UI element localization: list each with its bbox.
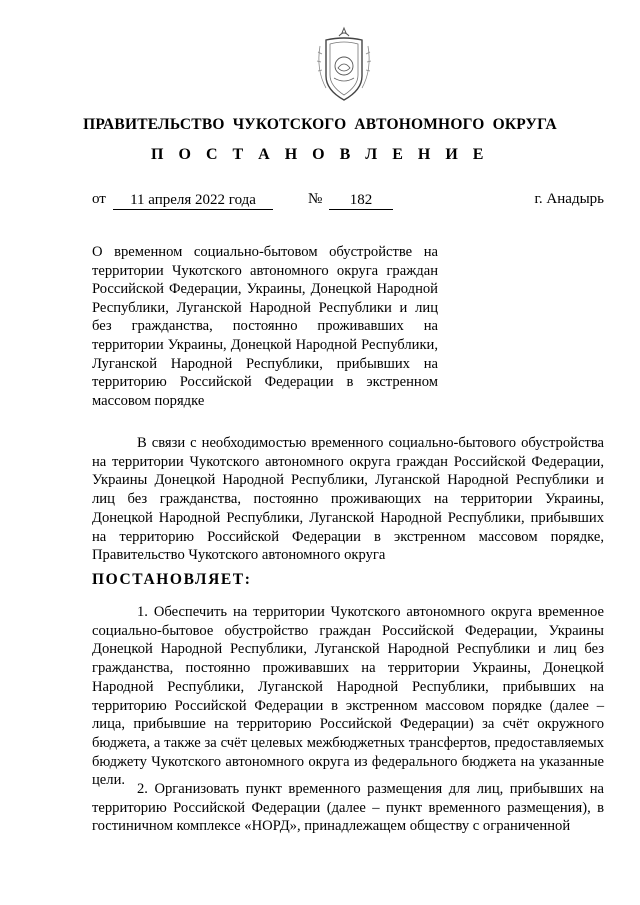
date-from-label: от (92, 191, 106, 207)
document-city: г. Анадырь (534, 191, 604, 207)
preamble-paragraph: В связи с необходимостью временного социально-бытового обустройства на территории Чукотского автономного округа граждан Российской Федерации, Украины Донецкой Народной Республики, Луганской Народной Республики и лиц без гражданства, постоянно проживающих на территории Украины, Донецкой Народной Республики, Луганской Народной Республики, прибывших на территорию Российской Федерации в экстренном массовом порядке, Правительство Чукотского автономного округа (92, 435, 604, 564)
coat-of-arms-emblem (312, 26, 376, 108)
number-label: № (308, 191, 323, 207)
resolution-item: 2. Организовать пункт временного размещения для лиц, прибывших на территорию Российской Федерации (далее – пункт временного размещения), в гостиничном комплексе «НОРД», принадлежащем обществу с ограниченной (92, 781, 604, 835)
resolution-item: 1. Обеспечить на территории Чукотского автономного округа временное социально-бытовое обустройство граждан Российской Федерации, Украины Донецкой Народной Республики, Луганской Народной Республики и лиц без гражданства, постоянно проживавших на территории Украины, Донецкой Народной Республики, Луганской Народной Республики, прибывших на территорию Российской Федерации в экстренном массовом порядке (далее – лица, прибывшие на территорию Российской Федерации) за счёт окружного бюджета, а также за счёт целевых межбюджетных трансфертов, предоставляемых бюджету Чукотского автономного округа из федерального бюджета на указанные цели. (92, 604, 604, 789)
government-name: ПРАВИТЕЛЬСТВО ЧУКОТСКОГО АВТОНОМНОГО ОКРУГА (83, 116, 557, 133)
resolves-heading: ПОСТАНОВЛЯЕТ: (92, 571, 252, 588)
document-details-row (92, 191, 604, 211)
document-subject: О временном социально-бытовом обустройстве на территории Чукотского автономного округа граждан Российской Федерации, Украины, Донецкой Народной Республики, Луганской Народной Республики и лиц без гражданства, постоянно проживавших на территории Украины, Донецкой Народной Республики, Луганской Народной Республики, прибывших на территорию Российской Федерации в экстренном массовом порядке (92, 244, 438, 409)
document-date: 11 апреля 2022 года (113, 191, 273, 210)
document-number: 182 (329, 191, 393, 210)
document-type-title: П О С Т А Н О В Л Е Н И Е (151, 146, 489, 163)
